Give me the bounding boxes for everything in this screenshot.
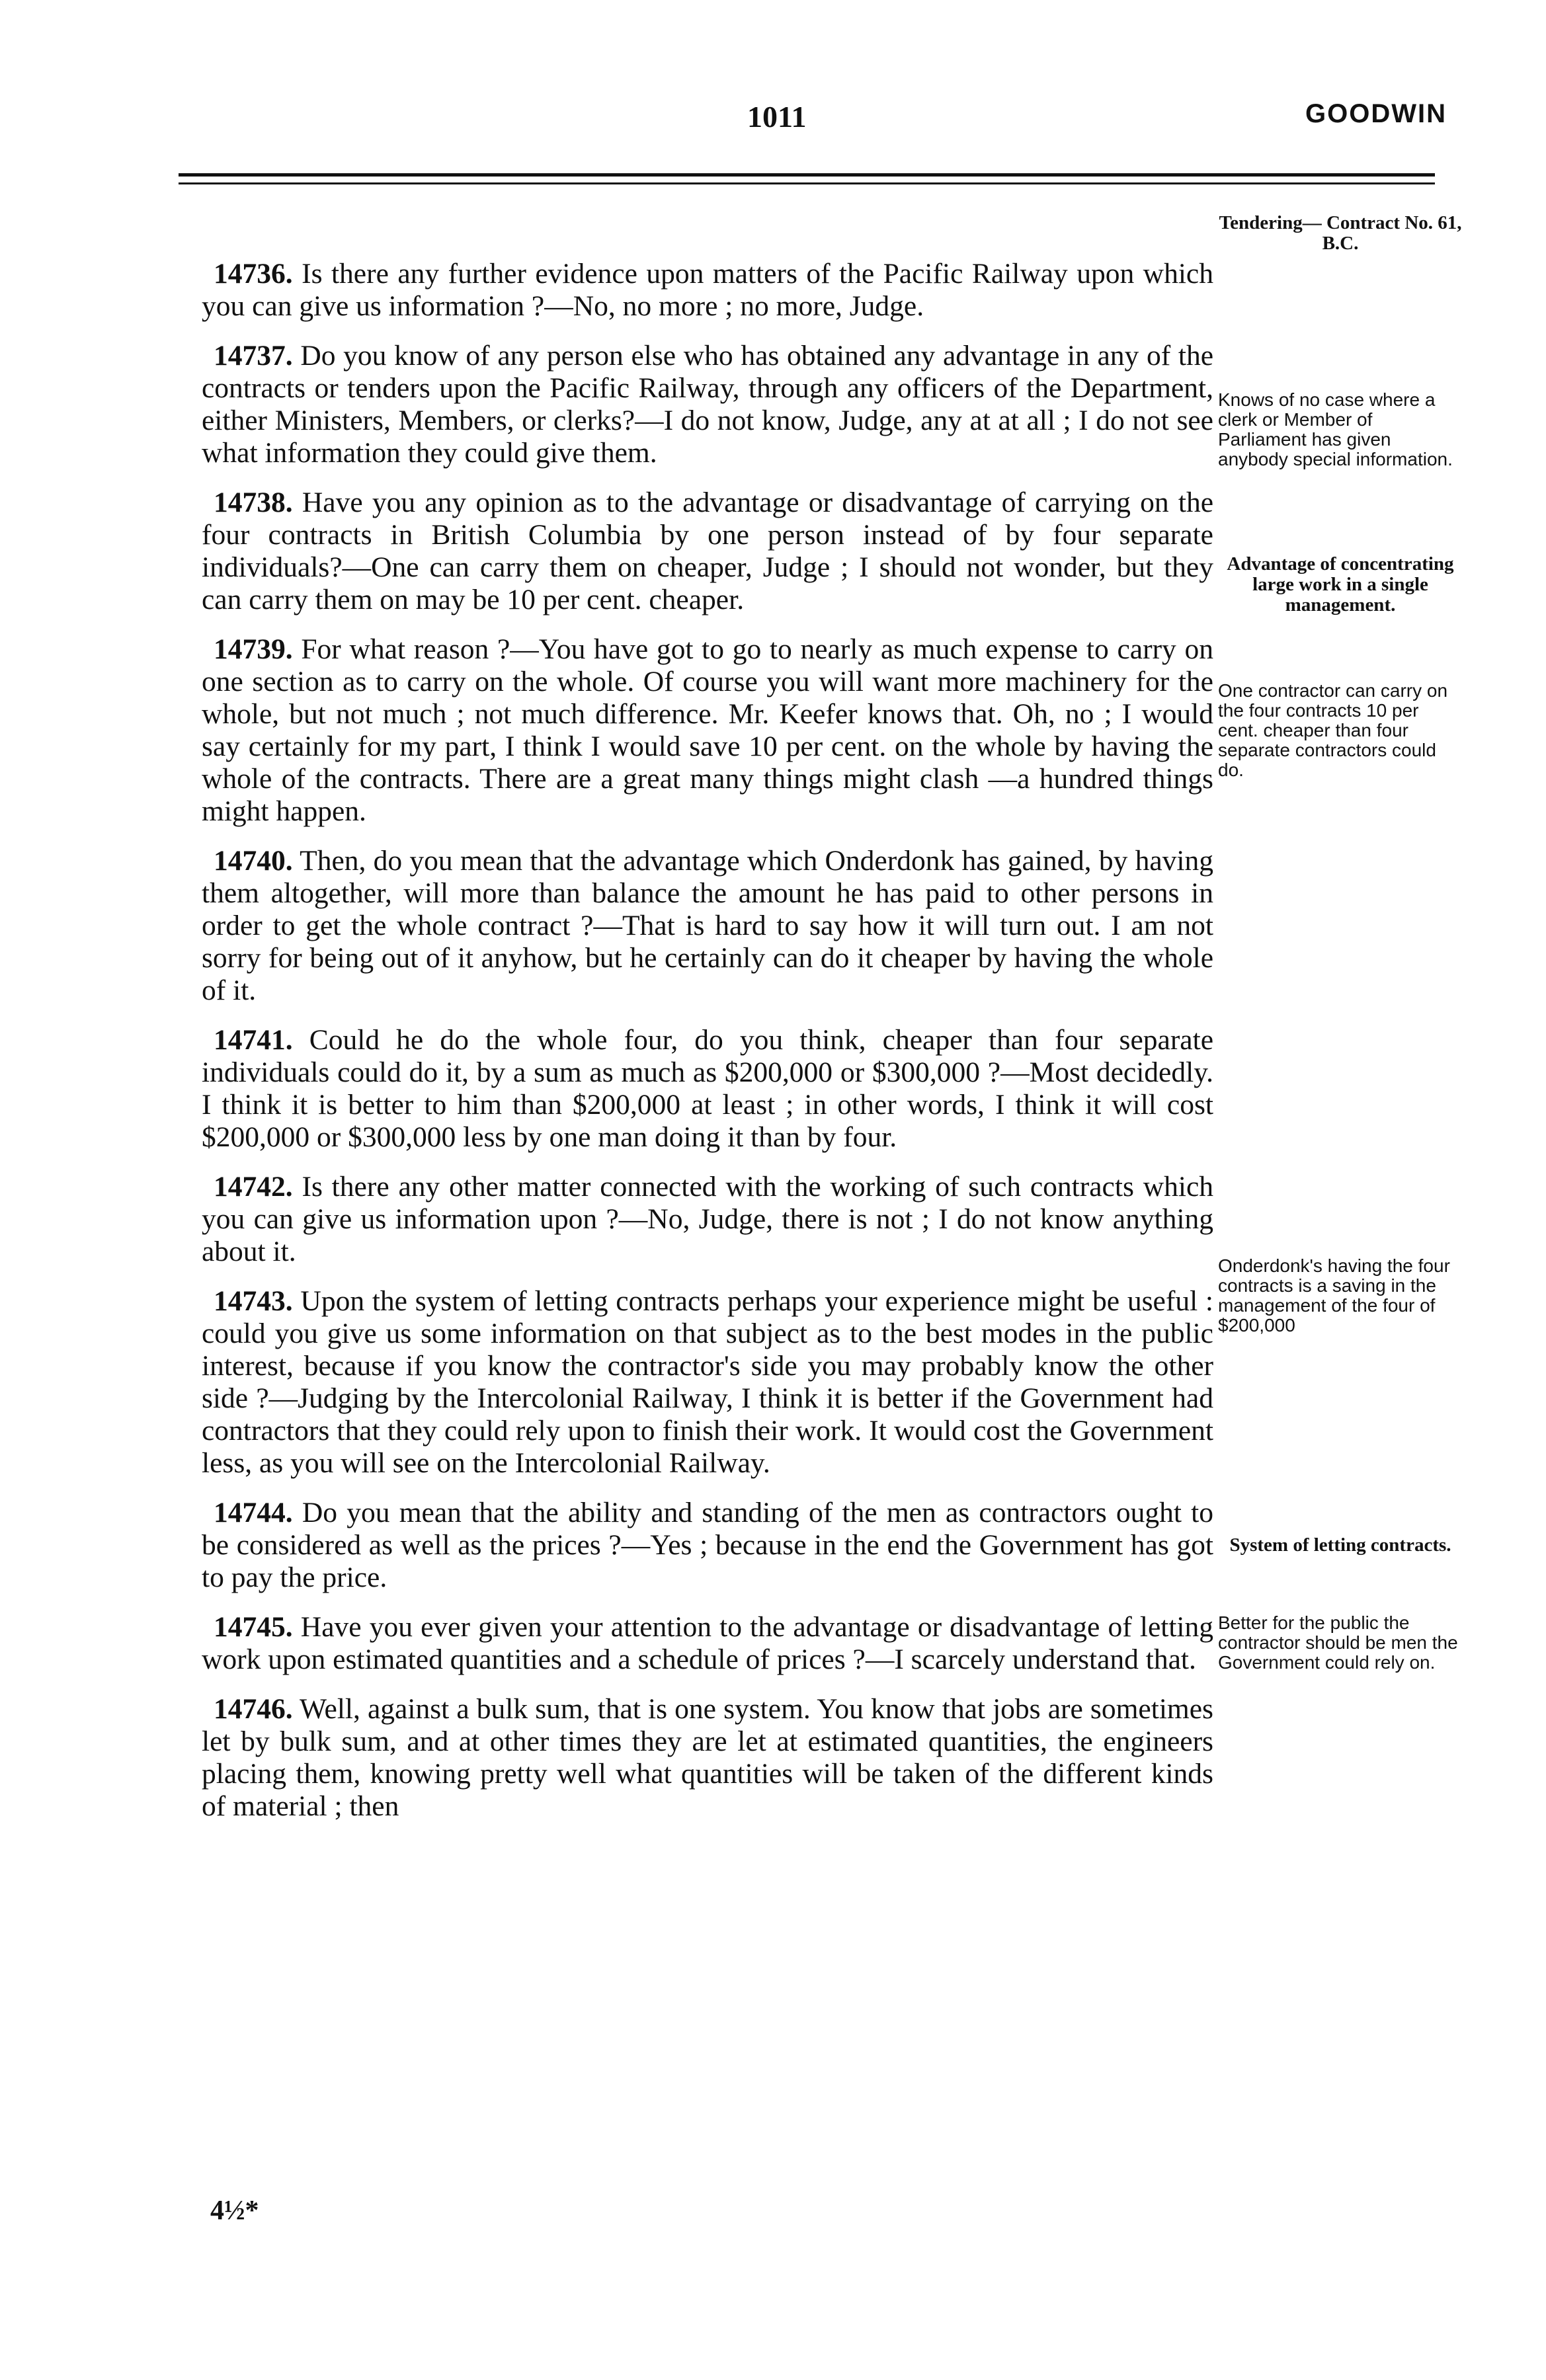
question-text: Have you ever given your attention to the advantage or disadvantage of letting work upon estimated quantities and a schedule of prices ?—I scarcely understand that. <box>202 1611 1214 1675</box>
question-number: 14741. <box>214 1024 293 1056</box>
question-text: For what reason ?—You have got to go to nearly as much expense to carry on one section as to carry on the whole. Of course you will want more machinery for the whole, but not much ; not much difference. Mr. Keefer knows that. Oh, no ; I would say certainly for my part, I think I would save 10 per cent. on the whole by having the whole of the contracts. There are a great many things might clash —a hundred things might happen. <box>202 633 1214 827</box>
question-paragraph <box>202 258 1213 323</box>
question-paragraph <box>202 633 1213 828</box>
question-paragraph <box>202 1285 1213 1480</box>
question-paragraph <box>202 1693 1213 1823</box>
question-number: 14739. <box>214 633 293 665</box>
page-number: 1011 <box>747 100 807 134</box>
question-text: Is there any other matter connected with the working of such contracts which you can give us information upon ?—No, Judge, there is not ; I do not know anything about it. <box>202 1171 1214 1267</box>
question-number: 14742. <box>214 1171 293 1203</box>
question-number: 14740. <box>214 845 293 877</box>
question-number: 14744. <box>214 1497 293 1528</box>
question-number: 14745. <box>214 1611 293 1643</box>
question-text: Upon the system of letting contracts perhaps your experience might be useful : could you give us some information on that subject as to the best modes in the public interest, because if you know the contractor's side you may probably know the other side ?—Judging by the Intercolonial Railway, I think it is better if the Government had contractors that they could rely upon to finish their work. It would cost the Government less, as you will see on the Intercolonial Railway. <box>202 1285 1214 1479</box>
margin-note-system: System of letting contracts. <box>1229 1534 1451 1556</box>
question-paragraph <box>202 1024 1213 1154</box>
testimony-body <box>202 250 1213 1840</box>
question-number: 14736. <box>214 258 293 290</box>
question-text: Have you any opinion as to the advantage or disadvantage of carrying on the four contracts in British Columbia by one person instead of by four separate individuals?—One can carry them on cheaper, Judge ; I should not wonder, but they can carry them on may be 10 per cent. cheaper. <box>202 487 1214 615</box>
question-paragraph <box>202 1171 1213 1268</box>
question-text: Well, against a bulk sum, that is one system. You know that jobs are sometimes let by bulk sum, and at other times they are let at estimated quantities, the engineers placing them, knowing pretty well what quantities will be taken of the different kinds of material ; then <box>202 1693 1213 1822</box>
question-paragraph <box>202 487 1213 616</box>
margin-note-onderdonk: Onderdonk's having the four contracts is a saving in the management of the four of $200,000 <box>1218 1255 1450 1335</box>
signature-mark: 4½* <box>210 2196 259 2226</box>
question-number: 14738. <box>214 487 293 518</box>
question-paragraph <box>202 1497 1213 1594</box>
question-number: 14737. <box>214 340 293 372</box>
question-paragraph <box>202 845 1213 1007</box>
question-text: Do you know of any person else who has obtained any advantage in any of the contracts or tenders upon the Pacific Railway, through any officers of the Department, either Ministers, Members, or clerks?—I do not know, Judge, any at at all ; I do not see what information they could give them. <box>202 340 1214 469</box>
header-rule-thin <box>179 182 1435 184</box>
running-head: GOODWIN <box>1305 99 1447 128</box>
margin-note-tendering: Tendering— Contract No. 61, B.C. <box>1219 212 1462 254</box>
question-paragraph <box>202 340 1213 469</box>
margin-note-advantage: Advantage of concentrating large work in a single management. <box>1227 553 1454 615</box>
margin-note-no-case: Knows of no case where a clerk or Member of Parliament has given anybody special information. <box>1218 389 1453 469</box>
margin-note-better: Better for the public the contractor should be men the Government could rely on. <box>1218 1612 1458 1673</box>
question-paragraph <box>202 1611 1213 1676</box>
question-number: 14743. <box>214 1285 293 1317</box>
question-number: 14746. <box>214 1693 293 1725</box>
question-text: Then, do you mean that the advantage which Onderdonk has gained, by having them altogether, will more than balance the amount he has paid to other persons in order to get the whole contract ?—That is hard to say how it will turn out. I am not sorry for being out of it anyhow, but he certainly can do it cheaper by having the whole of it. <box>202 845 1213 1006</box>
question-text: Do you mean that the ability and standing of the men as contractors ought to be considered as well as the prices ?—Yes ; because in the end the Government has got to pay the price. <box>202 1497 1214 1593</box>
question-text: Is there any further evidence upon matters of the Pacific Railway upon which you can give us information ?—No, no more ; no more, Judge. <box>202 258 1213 322</box>
header-rule-thick <box>179 173 1435 177</box>
question-text: Could he do the whole four, do you think, cheaper than four separate individuals could do it, by a sum as much as $200,000 or $300,000 ?—Most decidedly. I think it is better to him than $200,000 at least ; in other words, I think it will cost $200,000 or $300,000 less by one man doing it than by four. <box>202 1024 1214 1153</box>
margin-note-ten-percent: One contractor can carry on the four contracts 10 per cent. cheaper than four separate contractors could do. <box>1218 680 1448 780</box>
